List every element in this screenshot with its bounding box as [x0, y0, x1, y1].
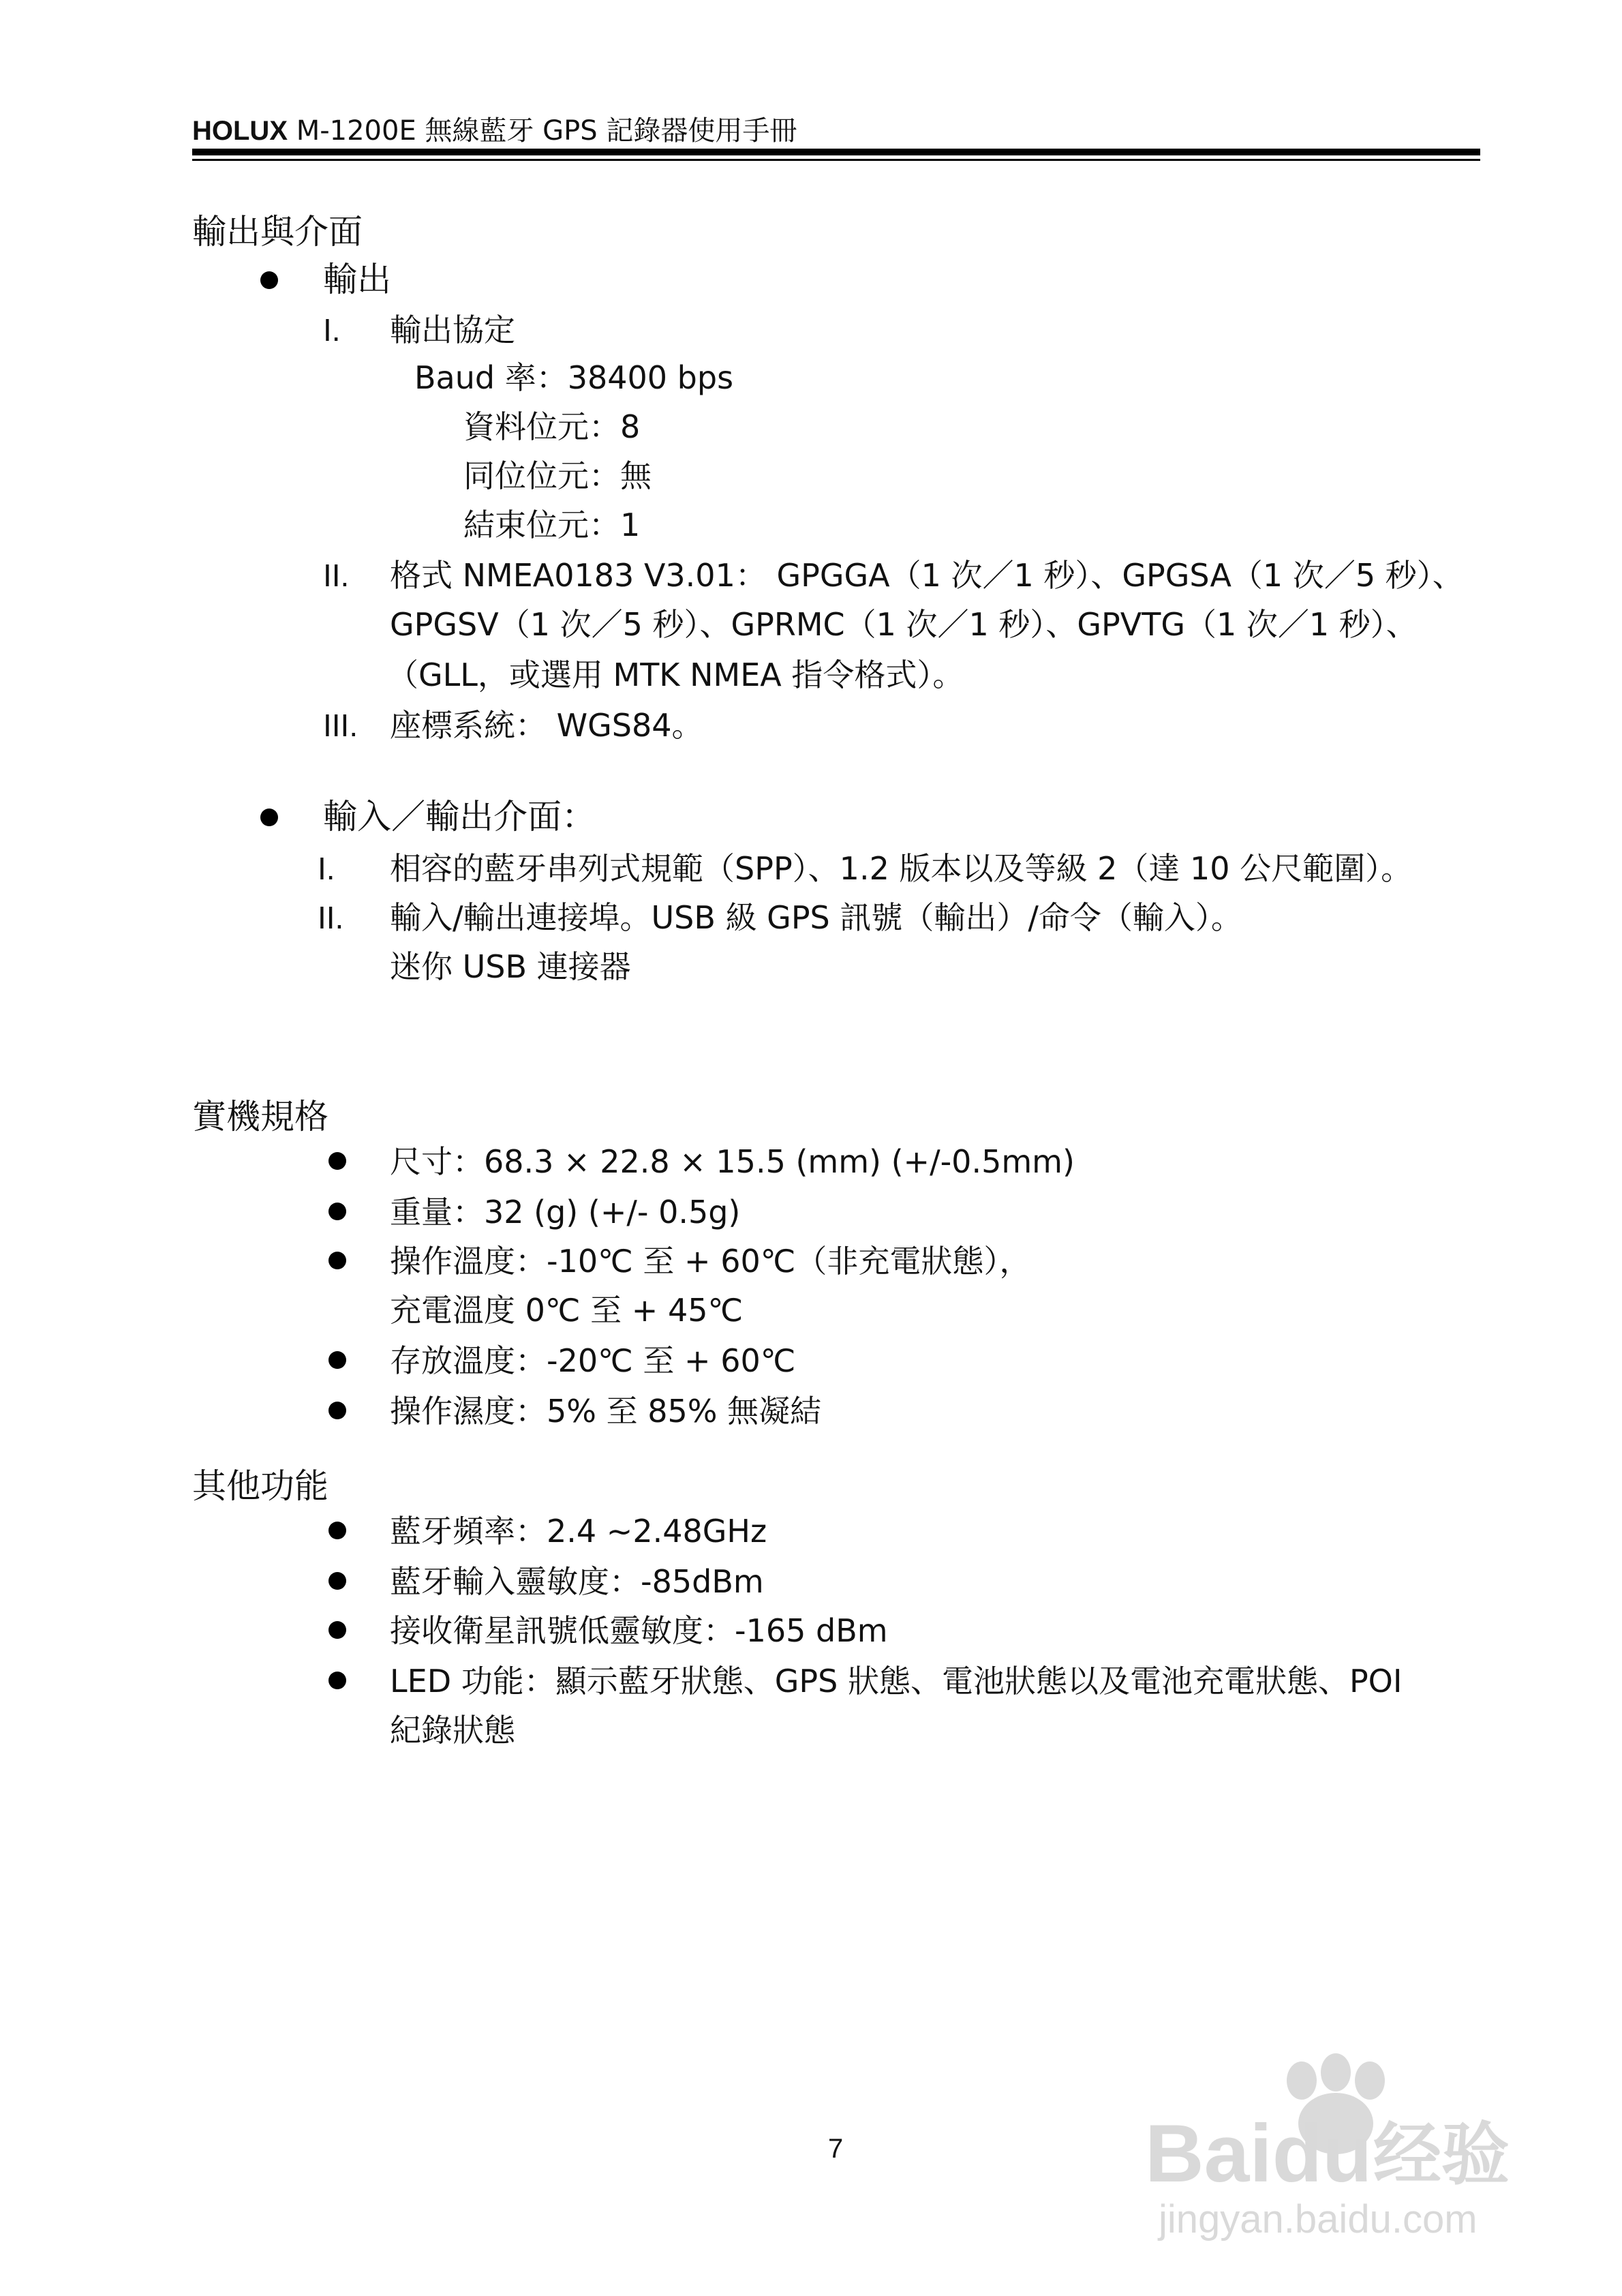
spec-item-continued: 充電溫度 0℃ 至 + 45℃: [390, 1292, 744, 1329]
roman-numeral: I.: [318, 851, 335, 886]
output-protocol-title: 輸出協定: [390, 312, 515, 348]
stop-bits: 結束位元：1: [463, 507, 641, 543]
output-heading: 輸出: [323, 260, 391, 299]
bullet-icon: [328, 1621, 346, 1639]
roman-numeral: II.: [323, 558, 350, 593]
data-bits: 資料位元：8: [463, 408, 641, 445]
header-rule-thick: [192, 149, 1480, 155]
bullet-icon: [328, 1672, 346, 1689]
spec-item: 操作濕度：5% 至 85% 無凝結: [390, 1393, 822, 1430]
roman-numeral: III.: [323, 708, 358, 743]
nmea-format-line: （GLL，或選用 MTK NMEA 指令格式）。: [387, 656, 964, 693]
spec-item: 重量：32 (g) (+/- 0.5g): [390, 1194, 741, 1230]
feature-item: LED 功能：顯示藍牙狀態、GPS 狀態、電池狀態以及電池充電狀態、POI: [390, 1663, 1403, 1700]
bullet-icon: [260, 271, 278, 289]
roman-numeral: I.: [323, 312, 341, 348]
bullet-icon: [260, 809, 278, 826]
feature-item: 接收衛星訊號低靈敏度：-165 dBm: [390, 1612, 888, 1649]
feature-item: 藍牙輸入靈敏度：-85dBm: [390, 1563, 764, 1600]
section-title-io: 輸出與介面: [192, 212, 363, 252]
bluetooth-spp: 相容的藍牙串列式規範（SPP）、1.2 版本以及等級 2（達 10 公尺範圍）。: [390, 850, 1413, 887]
feature-item-continued: 紀錄狀態: [390, 1712, 515, 1749]
watermark-brand: Baidu: [1145, 2108, 1373, 2199]
section-title-other: 其他功能: [192, 1466, 328, 1506]
section-title-spec: 實機規格: [192, 1097, 328, 1136]
header-title: M-1200E 無線藍牙 GPS 記錄器使用手冊: [288, 115, 797, 147]
watermark-cn: 经验: [1373, 2117, 1510, 2193]
roman-numeral: II.: [318, 900, 344, 935]
nmea-format-line: 格式 NMEA0183 V3.01： GPGGA（1 次／1 秒）、GPGSA（1 次／5 秒）、: [390, 557, 1464, 594]
io-port-line: 輸入/輸出連接埠。USB 級 GPS 訊號（輸出）/命令（輸入）。: [390, 899, 1242, 936]
bullet-icon: [328, 1152, 346, 1170]
bullet-icon: [328, 1351, 346, 1369]
spec-item: 存放溫度：-20℃ 至 + 60℃: [390, 1342, 796, 1379]
baidu-jingyan-watermark: [1131, 2038, 1567, 2243]
page-number: 7: [828, 2134, 844, 2164]
nmea-format-line: GPGSV（1 次／5 秒）、GPRMC（1 次／1 秒）、GPVTG（1 次／1 秒）、: [390, 606, 1418, 643]
bullet-icon: [328, 1402, 346, 1419]
io-port-line: 迷你 USB 連接器: [390, 948, 631, 985]
feature-item: 藍牙頻率：2.4 ~2.48GHz: [390, 1513, 767, 1550]
bullet-icon: [328, 1203, 346, 1220]
spec-item: 尺寸：68.3 × 22.8 × 15.5 (mm) (+/-0.5mm): [390, 1143, 1075, 1180]
baud-rate: Baud 率：38400 bps: [414, 359, 734, 396]
header-brand: HOLUX: [192, 116, 288, 146]
bullet-icon: [328, 1572, 346, 1590]
running-header: [192, 115, 797, 147]
header-rule-thin: [192, 159, 1480, 161]
bullet-icon: [328, 1522, 346, 1539]
parity-bits: 同位位元：無: [463, 457, 652, 494]
watermark-url: jingyan.baidu.com: [1159, 2197, 1478, 2241]
bullet-icon: [328, 1252, 346, 1269]
interface-heading: 輸入／輸出介面：: [323, 797, 596, 836]
coordinate-system: 座標系統： WGS84。: [390, 707, 703, 744]
spec-item: 操作溫度：-10℃ 至 + 60℃（非充電狀態），: [390, 1243, 1031, 1280]
